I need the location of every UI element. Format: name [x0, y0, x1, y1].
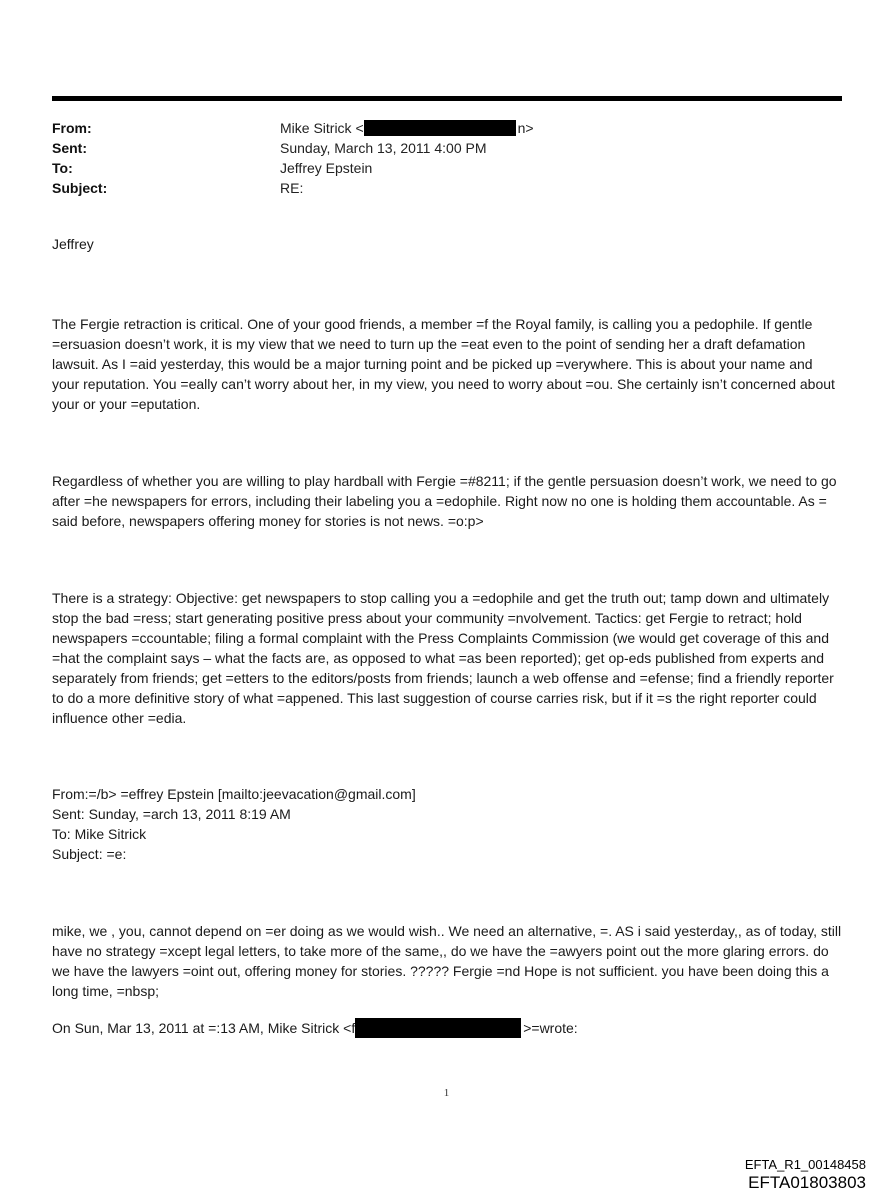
- page-number: 1: [443, 1087, 450, 1099]
- paragraph-2: [52, 471, 842, 531]
- redaction-box: [355, 1018, 521, 1038]
- wrote-prefix: On Sun, Mar 13, 2011 at =:13 AM, Mike Sitrick <f: [52, 1020, 356, 1036]
- quoted-to: To: Mike Sitrick: [52, 826, 147, 842]
- from-name: Mike Sitrick <: [280, 120, 364, 136]
- paragraph-2-text: Regardless of whether you are willing to play hardball with Fergie =#8211; if the gentle persuasion doesn’t work, we need to go after =he newspapers for errors, including their labeling you a =edophile. Right now no one is holding them accountable. As = said before, newspapers offering money for stories is not news. =o:p>: [52, 473, 837, 529]
- from-label: From:: [52, 120, 92, 136]
- paragraph-3: [52, 588, 842, 728]
- paragraph-1: [52, 314, 842, 414]
- to-row: [52, 158, 812, 178]
- subject-value: RE:: [280, 180, 304, 196]
- sent-label: Sent:: [52, 140, 87, 156]
- quoted-sent: Sent: Sunday, =arch 13, 2011 8:19 AM: [52, 806, 291, 822]
- to-label: To:: [52, 160, 73, 176]
- wrote-suffix: >=wrote:: [523, 1020, 578, 1036]
- quoted-paragraph: [52, 921, 842, 1001]
- paragraph-1-text: The Fergie retraction is critical. One of your good friends, a member =f the Royal family, is calling you a pedophile. If gentle =ersuasion doesn’t work, it is my view that we need to turn up the =eat even to the point of sending her a draft defamation lawsuit. As I =aid yesterday, this would be a major turning point and be picked up =verywhere. This is about your name and your reputation. You =eally can’t worry about her, in my view, you need to worry about =ou. She certainly isn’t concerned about your or your =eputation.: [52, 316, 835, 412]
- bates-number-2: EFTA01803803: [748, 1173, 866, 1192]
- redaction-box: [364, 120, 516, 136]
- subject-row: [52, 178, 812, 198]
- quoted-paragraph-text: mike, we , you, cannot depend on =er doing as we would wish.. We need an alternative, =. AS i said yesterday,, as of today, still have no strategy =xcept legal letters, to take more of the same,, do we have the =awyers point out the more glaring errors. do we have the lawyers =oint out, offering money for stories. ????? Fergie =nd Hope is not sufficient. you have been doing this a long time, =nbsp;: [52, 923, 842, 999]
- greeting-text: Jeffrey: [52, 236, 94, 252]
- sent-row: [52, 138, 812, 158]
- sent-value: Sunday, March 13, 2011 4:00 PM: [280, 140, 487, 156]
- quoted-from: From:=/b> =effrey Epstein [mailto:jeevacation@gmail.com]: [52, 786, 416, 802]
- email-header: [52, 118, 812, 198]
- quoted-header: [52, 784, 842, 864]
- bates-number-1: EFTA_R1_00148458: [744, 1157, 866, 1172]
- wrote-line: [52, 1018, 842, 1040]
- quoted-subject: Subject: =e:: [52, 846, 127, 862]
- paragraph-3-text: There is a strategy: Objective: get newspapers to stop calling you a =edophile and get the truth out; tamp down and ultimately stop the bad =ress; start generating positive press about your community =nvolvement. Tactics: get Fergie to retract; hold newspapers =ccountable; filing a formal complaint with the Press Complaints Commission (we would get coverage of this and =hat the complaint says – what the facts are, as opposed to what =as been reported); get op-eds published from experts and separately from friends; get =etters to the editors/posts from friends; launch a web offense and =efense; find a friendly reporter to do a more definitive story of what =appened. This last suggestion of course carries risk, but if it =s the right reporter could influence other =edia.: [52, 590, 834, 726]
- subject-label: Subject:: [52, 180, 108, 196]
- header-rule: [52, 96, 842, 101]
- from-row: [52, 118, 812, 138]
- from-tail: n>: [517, 120, 534, 136]
- to-value: Jeffrey Epstein: [280, 160, 373, 176]
- from-value: [280, 118, 534, 138]
- greeting: [52, 234, 842, 254]
